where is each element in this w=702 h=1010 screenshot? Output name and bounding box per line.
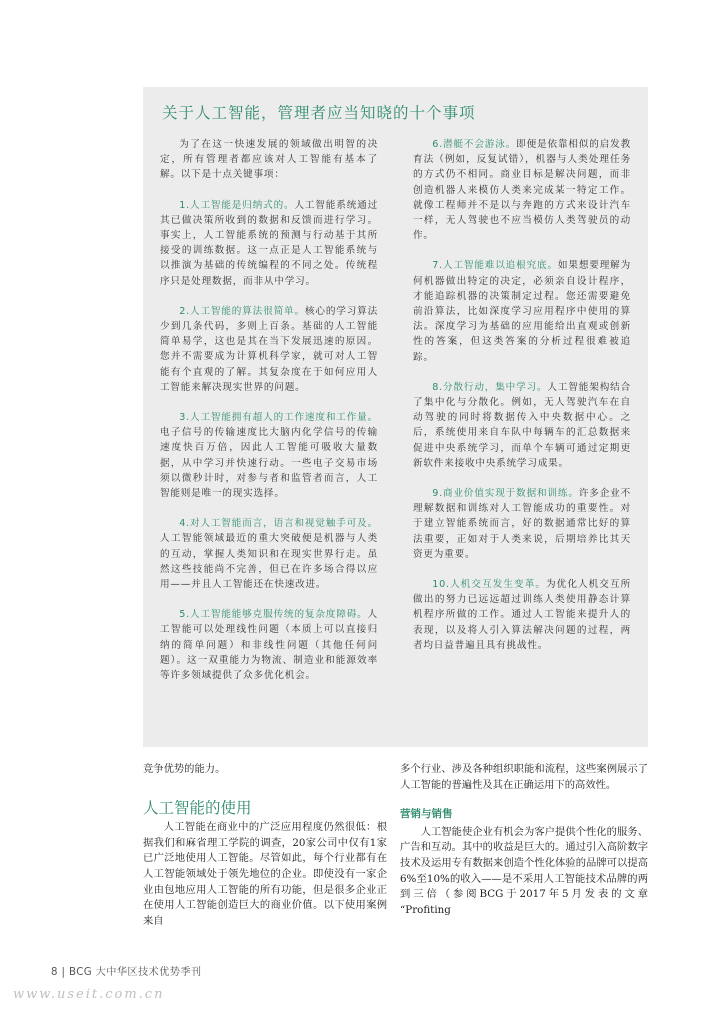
sidebar-box — [143, 87, 648, 747]
sidebar-item-heading: 8.分散行动，集中学习。 — [432, 381, 548, 393]
sidebar-item — [413, 137, 631, 243]
watermark: www.useit.com.cn — [13, 987, 165, 1002]
sidebar-item — [413, 577, 631, 653]
sidebar-item-body: 许多企业不理解数据和训练对人工智能成功的重要性。对于建立智能系统而言，好的数据通常比好的算法重要，正如对于人类来说，后期培养比其天资更为重要。 — [413, 488, 632, 560]
sidebar-item-heading: 10.人机交互发生变革。 — [432, 579, 547, 591]
sidebar-item-body: 人工智能系统通过其已做决策所收到的数据和反馈而进行学习。事实上，人工智能系统的预测与行动基于其所接受的训练数据。这一点正是人工智能系统与以推演为基础的传统编程的不同之处。传统程序只是处理数据，而非从中学习。 — [160, 199, 378, 287]
sidebar-item — [413, 486, 631, 562]
sidebar-item — [160, 304, 378, 395]
sidebar-item-heading: 2.人工智能的算法很简单。 — [179, 305, 305, 317]
sidebar-item — [160, 516, 378, 592]
sidebar-column-right — [413, 137, 631, 698]
body-paragraph-continuation: 多个行业、涉及各种组织职能和流程，这些案例展示了人工智能的普遍性及其在正确运用下的高效性。 — [400, 763, 648, 791]
sidebar-item — [413, 380, 631, 471]
sidebar-item — [413, 258, 631, 364]
sidebar-intro: 为了在这一快速发展的领域做出明智的决定，所有管理者都应该对人工智能有基本了解。以下是十点关键事项： — [160, 139, 378, 181]
sidebar-item-body: 人工智能架构结合了集中化与分散化。例如，无人驾驶汽车在自动驾驶的同时将数据传入中央数据中心。之后，系统使用来自车队中每辆车的汇总数据来促进中央系统学习，而单个车辆可通过定期更新软件来接收中央系统学习成果。 — [413, 381, 631, 469]
sidebar-item — [160, 410, 378, 501]
sidebar-column-left — [160, 137, 378, 698]
sidebar-item-body: 人工智能可以处理线性问题（本质上可以直接归纳的简单问题）和非线性问题（其他任何问题）。这一双重能力为物流、制造业和能源效率等许多领域提供了众多优化机会。 — [160, 609, 378, 682]
body-column-left — [143, 762, 387, 929]
sidebar-item-body: 即便是依靠相似的启发教育法（例如，反复试错），机器与人类处理任务的方式仍不相同。商业目标是解决问题，而非创造机器人来模仿人类来完成某一特定工作。就像工程师并不是以与奔跑的方式来设计汽车一样，无人驾驶也不应当模仿人类驾驶员的动作。 — [413, 139, 631, 242]
sidebar-title: 关于人工智能，管理者应当知晓的十个事项 — [162, 104, 476, 122]
sidebar-item-heading: 3.人工智能拥有超人的工作速度和工作量。 — [179, 412, 378, 424]
section-heading: 人工智能的使用 — [143, 798, 252, 817]
sidebar-item-heading: 9.商业价值实现于数据和训练。 — [432, 488, 579, 500]
sidebar-item-body: 电子信号的传输速度比大脑内化学信号的传输速度快百万倍，因此人工智能可吸收大量数据，从中学习并快速行动。一些电子交易市场须以微秒计时，对参与者和监管者而言，人工智能则是唯一的现实选择。 — [160, 427, 378, 500]
body-paragraph-continuation: 竞争优势的能力。 — [143, 763, 226, 775]
sidebar-item — [160, 198, 378, 289]
page-footer: 8 | BCG 大中华区技术优势季刊 — [51, 967, 202, 978]
sidebar-item-heading: 6.潜艇不会游泳。 — [432, 139, 517, 150]
sidebar-item-heading: 1.人工智能是归纳式的。 — [179, 199, 295, 211]
sidebar-item-body: 人工智能领域最近的重大突破便是机器与人类的互动，掌握人类知识和在现实世界行走。虽然这些技能尚不完善，但已在许多场合得以应用——并且人工智能还在快速改进。 — [160, 533, 378, 591]
body-paragraph: 人工智能在商业中的广泛应用程度仍然很低：根据我们和麻省理工学院的调查，20家公司中仅有1家已广泛地使用人工智能。尽管如此，每个行业都有在人工智能领域处于领先地位的企业。即使没有一家企业由包地应用人工智能的所有功能，但是很多企业正在使用人工智能创造巨大的商业价值。以下使用案例来自 — [143, 821, 387, 927]
sidebar-item-heading: 5.人工智能能够克服传统的复杂度障碍。 — [179, 609, 368, 621]
sidebar-item-body: 为优化人机交互所做出的努力已远远超过训练人类使用静态计算机程序所做的工作。通过人工智能来提升人的表现，以及将人引入算法解决问题的过程，两者均日益普遍且具有挑战性。 — [413, 579, 631, 651]
body-paragraph: 人工智能使企业有机会为客户提供个性化的服务、广告和互动。其中的收益是巨大的。通过引入高阶数字技术及运用专有数据来创造个性化体验的品牌可以提高6%至10%的收入——是不采用人工智能技术品牌的两到三倍（参阅BCG于2017年5月发表的文章 “Profiting — [400, 825, 648, 916]
body-column-right — [400, 762, 648, 918]
sidebar-item-heading: 7.人工智能难以追根究底。 — [432, 260, 558, 272]
sidebar-item-heading: 4.对人工智能而言，语言和视觉触手可及。 — [179, 518, 378, 530]
sidebar-item-body: 如果想要理解为何机器做出特定的决定，必须亲自设计程序，才能追踪机器的决策制定过程。您还需要避免前沿算法，比如深度学习应用程序中使用的算法。深度学习为基础的应用能给出直观或创新性的答案，但这类答案的分析过程很难被追踪。 — [413, 260, 631, 363]
sidebar-item — [160, 607, 378, 683]
sidebar-item-body: 核心的学习算法少到几条代码，多则上百条。基础的人工智能简单易学，这也是其在当下发展迅速的原因。您并不需要成为计算机科学家，就可对人工智能有个直观的了解。其复杂度在于如何应用人工智能来解决现实世界的问题。 — [160, 305, 378, 393]
subsection-heading: 营销与销售 — [400, 808, 453, 821]
